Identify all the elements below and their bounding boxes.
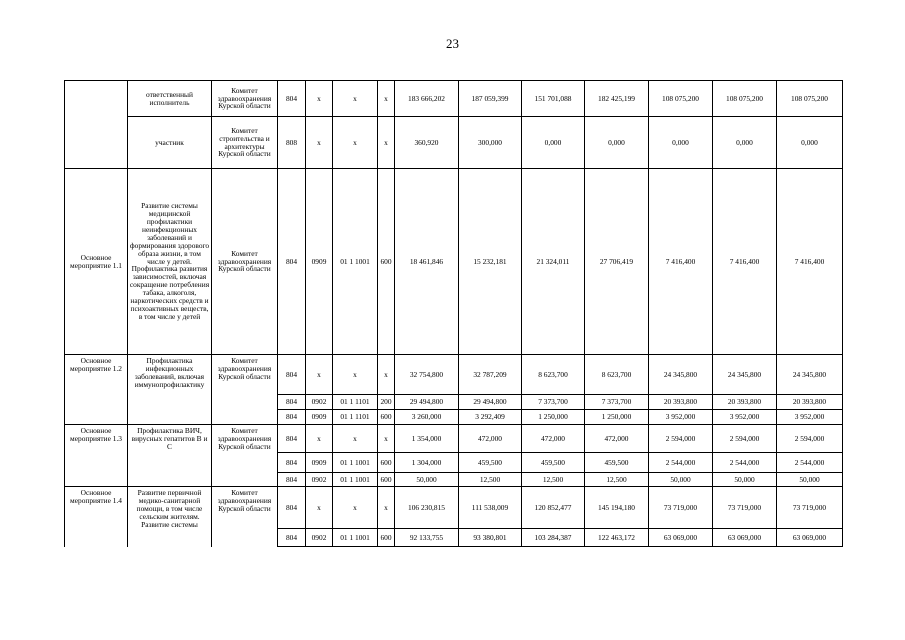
value-cell: 50,000 xyxy=(649,473,713,487)
csr-cell: 01 1 1101 xyxy=(333,410,378,425)
value-cell: 24 345,800 xyxy=(649,355,713,395)
measure-name-1-4: Развитие первичной медико-санитарной помощи, в том числе сельским жителям. Развитие системы xyxy=(128,487,212,547)
value-cell: 459,500 xyxy=(585,453,649,473)
value-cell: 3 952,000 xyxy=(649,410,713,425)
grbs-cell: 804 xyxy=(278,81,306,117)
value-cell: 2 544,000 xyxy=(777,453,843,473)
budget-table xyxy=(64,80,843,547)
value-cell: 63 069,000 xyxy=(713,529,777,547)
value-cell: 27 706,419 xyxy=(585,169,649,355)
measure-name-1-3: Профилактика ВИЧ, вирусных гепатитов В и С xyxy=(128,425,212,487)
table-row xyxy=(65,169,843,355)
vr-cell: 600 xyxy=(378,529,395,547)
value-cell: 2 594,000 xyxy=(649,425,713,453)
page-number: 23 xyxy=(446,36,459,51)
value-cell: 3 292,409 xyxy=(459,410,522,425)
table-row xyxy=(65,487,843,529)
value-cell: 0,000 xyxy=(522,117,585,169)
csr-cell: x xyxy=(333,117,378,169)
rz-cell: x xyxy=(306,117,333,169)
value-cell: 7 373,700 xyxy=(585,395,649,410)
value-cell: 472,000 xyxy=(459,425,522,453)
vr-cell: 600 xyxy=(378,453,395,473)
value-cell: 2 594,000 xyxy=(713,425,777,453)
rz-cell: x xyxy=(306,487,333,529)
value-cell: 18 461,846 xyxy=(395,169,459,355)
rz-cell: 0902 xyxy=(306,395,333,410)
grbs-cell: 804 xyxy=(278,410,306,425)
role-cell: участник xyxy=(128,117,212,169)
value-cell: 2 594,000 xyxy=(777,425,843,453)
value-cell: 8 623,700 xyxy=(522,355,585,395)
value-cell: 1 304,000 xyxy=(395,453,459,473)
vr-cell: 600 xyxy=(378,169,395,355)
value-cell: 7 416,400 xyxy=(777,169,843,355)
vr-cell: x xyxy=(378,117,395,169)
value-cell: 50,000 xyxy=(777,473,843,487)
value-cell: 2 544,000 xyxy=(713,453,777,473)
csr-cell: x xyxy=(333,487,378,529)
csr-cell: x xyxy=(333,425,378,453)
value-cell: 12,500 xyxy=(459,473,522,487)
vr-cell: x xyxy=(378,355,395,395)
value-cell: 20 393,800 xyxy=(713,395,777,410)
value-cell: 3 952,000 xyxy=(777,410,843,425)
value-cell: 1 250,000 xyxy=(585,410,649,425)
grbs-cell: 804 xyxy=(278,473,306,487)
table-row xyxy=(65,81,843,117)
grbs-cell: 804 xyxy=(278,487,306,529)
value-cell: 103 284,387 xyxy=(522,529,585,547)
rz-cell: x xyxy=(306,425,333,453)
rz-cell: 0902 xyxy=(306,473,333,487)
value-cell: 73 719,000 xyxy=(713,487,777,529)
grbs-cell: 808 xyxy=(278,117,306,169)
value-cell: 3 260,000 xyxy=(395,410,459,425)
value-cell: 7 373,700 xyxy=(522,395,585,410)
grbs-cell: 804 xyxy=(278,453,306,473)
value-cell: 0,000 xyxy=(649,117,713,169)
value-cell: 183 666,202 xyxy=(395,81,459,117)
grbs-cell: 804 xyxy=(278,395,306,410)
value-cell: 73 719,000 xyxy=(649,487,713,529)
value-cell: 108 075,200 xyxy=(713,81,777,117)
grbs-cell: 804 xyxy=(278,425,306,453)
csr-cell: x xyxy=(333,355,378,395)
value-cell: 12,500 xyxy=(585,473,649,487)
value-cell: 122 463,172 xyxy=(585,529,649,547)
value-cell: 7 416,400 xyxy=(649,169,713,355)
value-cell: 108 075,200 xyxy=(777,81,843,117)
measure-name-1-1: Развитие системы медицинской профилактики неинфекционных заболеваний и формирования здорового образа жизни, в том числе у детей. Профилактика развития зависимостей, включая сокращение потребления табака, алкоголя, наркотических средств и психоактивных веществ, в том числе у детей xyxy=(128,169,212,355)
measure-label-1-3: Основное мероприятие 1.3 xyxy=(65,425,128,487)
vr-cell: 200 xyxy=(378,395,395,410)
rz-cell: 0902 xyxy=(306,529,333,547)
value-cell: 50,000 xyxy=(713,473,777,487)
value-cell: 7 416,400 xyxy=(713,169,777,355)
csr-cell: 01 1 1001 xyxy=(333,529,378,547)
value-cell: 145 194,180 xyxy=(585,487,649,529)
value-cell: 50,000 xyxy=(395,473,459,487)
role-cell: ответственный исполнитель xyxy=(128,81,212,117)
value-cell: 20 393,800 xyxy=(649,395,713,410)
value-cell: 12,500 xyxy=(522,473,585,487)
value-cell: 32 787,209 xyxy=(459,355,522,395)
value-cell: 472,000 xyxy=(522,425,585,453)
measure-label-1-1: Основное мероприятие 1.1 xyxy=(65,169,128,355)
value-cell: 0,000 xyxy=(585,117,649,169)
csr-cell: 01 1 1101 xyxy=(333,395,378,410)
value-cell: 63 069,000 xyxy=(777,529,843,547)
grbs-cell: 804 xyxy=(278,529,306,547)
grbs-cell: 804 xyxy=(278,355,306,395)
value-cell: 360,920 xyxy=(395,117,459,169)
value-cell: 32 754,800 xyxy=(395,355,459,395)
value-cell: 182 425,199 xyxy=(585,81,649,117)
value-cell: 29 494,800 xyxy=(459,395,522,410)
budget-table-container xyxy=(64,80,842,547)
value-cell: 63 069,000 xyxy=(649,529,713,547)
empty-cell xyxy=(65,81,128,169)
table-row xyxy=(65,355,843,395)
csr-cell: x xyxy=(333,81,378,117)
value-cell: 187 059,399 xyxy=(459,81,522,117)
grbs-cell: 804 xyxy=(278,169,306,355)
org-cell: Комитет здравоохранения Курской области xyxy=(212,425,278,487)
table-row xyxy=(65,117,843,169)
org-cell: Комитет здравоохранения Курской области xyxy=(212,355,278,425)
value-cell: 1 250,000 xyxy=(522,410,585,425)
vr-cell: 600 xyxy=(378,473,395,487)
value-cell: 15 232,181 xyxy=(459,169,522,355)
value-cell: 459,500 xyxy=(522,453,585,473)
value-cell: 20 393,800 xyxy=(777,395,843,410)
value-cell: 1 354,000 xyxy=(395,425,459,453)
org-cell: Комитет здравоохранения Курской области xyxy=(212,487,278,547)
org-cell: Комитет строительства и архитектуры Курской области xyxy=(212,117,278,169)
value-cell: 24 345,800 xyxy=(777,355,843,395)
value-cell: 151 701,088 xyxy=(522,81,585,117)
measure-label-1-4: Основное мероприятие 1.4 xyxy=(65,487,128,547)
value-cell: 92 133,755 xyxy=(395,529,459,547)
value-cell: 24 345,800 xyxy=(713,355,777,395)
measure-label-1-2: Основное мероприятие 1.2 xyxy=(65,355,128,425)
value-cell: 93 380,801 xyxy=(459,529,522,547)
vr-cell: x xyxy=(378,487,395,529)
rz-cell: 0909 xyxy=(306,169,333,355)
rz-cell: x xyxy=(306,355,333,395)
value-cell: 29 494,800 xyxy=(395,395,459,410)
rz-cell: x xyxy=(306,81,333,117)
value-cell: 21 324,011 xyxy=(522,169,585,355)
value-cell: 472,000 xyxy=(585,425,649,453)
csr-cell: 01 1 1001 xyxy=(333,473,378,487)
measure-name-1-2: Профилактика инфекционных заболеваний, включая иммунопрофилактику xyxy=(128,355,212,425)
value-cell: 459,500 xyxy=(459,453,522,473)
value-cell: 73 719,000 xyxy=(777,487,843,529)
org-cell: Комитет здравоохранения Курской области xyxy=(212,169,278,355)
table-row xyxy=(65,425,843,453)
value-cell: 300,000 xyxy=(459,117,522,169)
csr-cell: 01 1 1001 xyxy=(333,169,378,355)
vr-cell: x xyxy=(378,425,395,453)
value-cell: 120 852,477 xyxy=(522,487,585,529)
value-cell: 0,000 xyxy=(777,117,843,169)
value-cell: 106 230,815 xyxy=(395,487,459,529)
value-cell: 111 538,009 xyxy=(459,487,522,529)
rz-cell: 0909 xyxy=(306,453,333,473)
value-cell: 2 544,000 xyxy=(649,453,713,473)
vr-cell: 600 xyxy=(378,410,395,425)
rz-cell: 0909 xyxy=(306,410,333,425)
value-cell: 8 623,700 xyxy=(585,355,649,395)
csr-cell: 01 1 1001 xyxy=(333,453,378,473)
value-cell: 3 952,000 xyxy=(713,410,777,425)
value-cell: 0,000 xyxy=(713,117,777,169)
value-cell: 108 075,200 xyxy=(649,81,713,117)
vr-cell: x xyxy=(378,81,395,117)
org-cell: Комитет здравоохранения Курской области xyxy=(212,81,278,117)
